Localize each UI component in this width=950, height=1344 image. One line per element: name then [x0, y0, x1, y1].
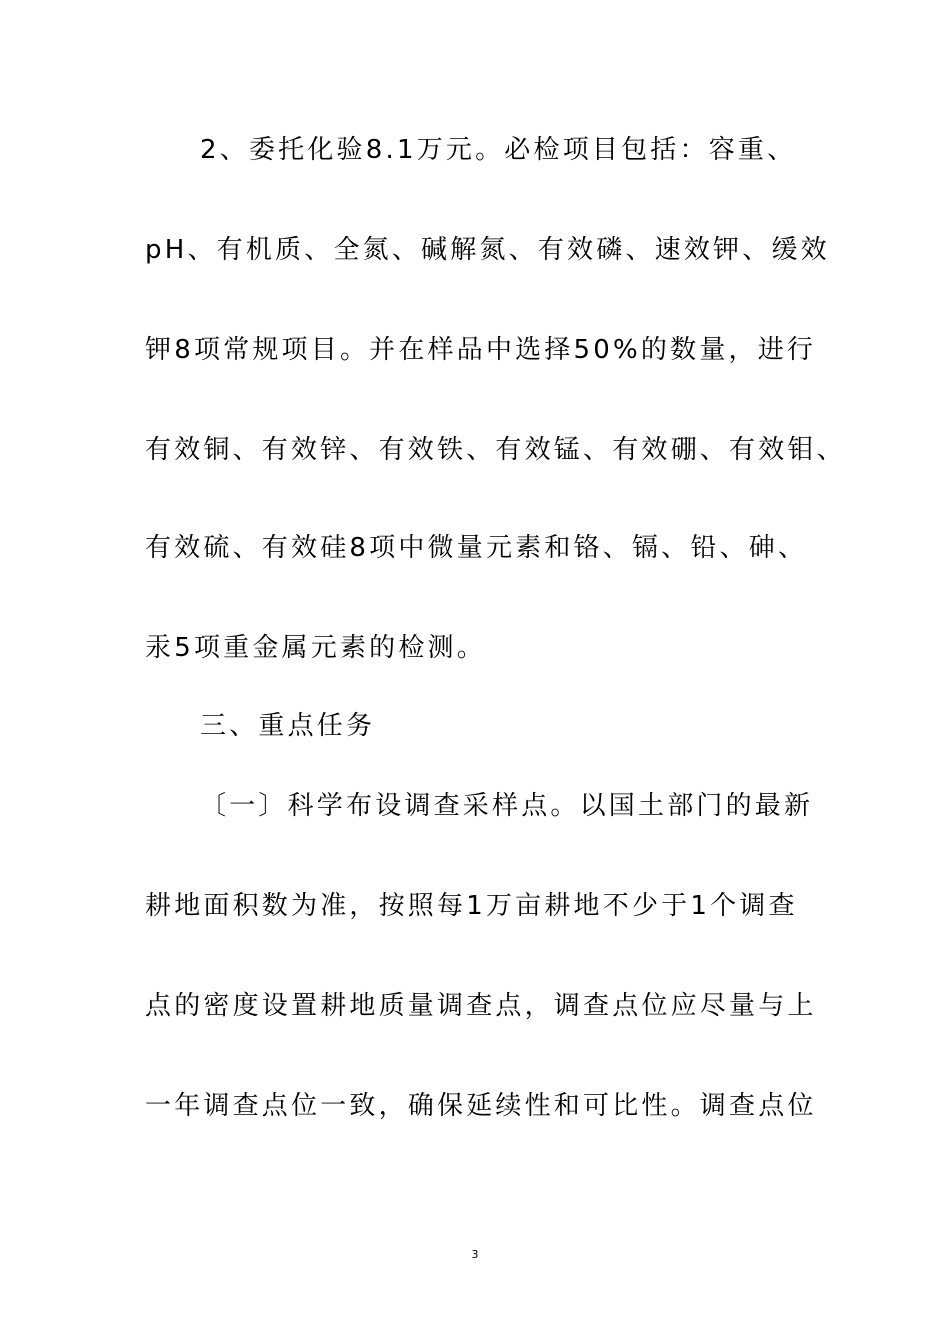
- paragraph-line: 2、委托化验8.1万元。必检项目包括：容重、: [200, 135, 797, 165]
- paragraph-line: 一年调查点位一致，确保延续性和可比性。调查点位: [145, 1091, 817, 1121]
- page-number: 3: [471, 1248, 479, 1261]
- paragraph-line: pH、有机质、全氮、碱解氮、有效磷、速效钾、缓效: [145, 235, 830, 265]
- paragraph-line: 耕地面积数为准，按照每1万亩耕地不少于1个调查: [145, 891, 798, 921]
- paragraph-line: 〔一〕科学布设调查采样点。以国土部门的最新: [200, 791, 814, 821]
- paragraph-line: 有效铜、有效锌、有效铁、有效锰、有效硼、有效钼、: [145, 435, 846, 465]
- paragraph-line: 汞5项重金属元素的检测。: [145, 633, 486, 663]
- paragraph-line: 有效硫、有效硅8项中微量元素和铬、镉、铅、砷、: [145, 533, 808, 563]
- section-heading: 三、重点任务: [200, 711, 376, 741]
- paragraph-line: 点的密度设置耕地质量调查点，调查点位应尽量与上: [145, 991, 817, 1021]
- paragraph-line: 钾8项常规项目。并在样品中选择50%的数量，进行: [145, 335, 817, 365]
